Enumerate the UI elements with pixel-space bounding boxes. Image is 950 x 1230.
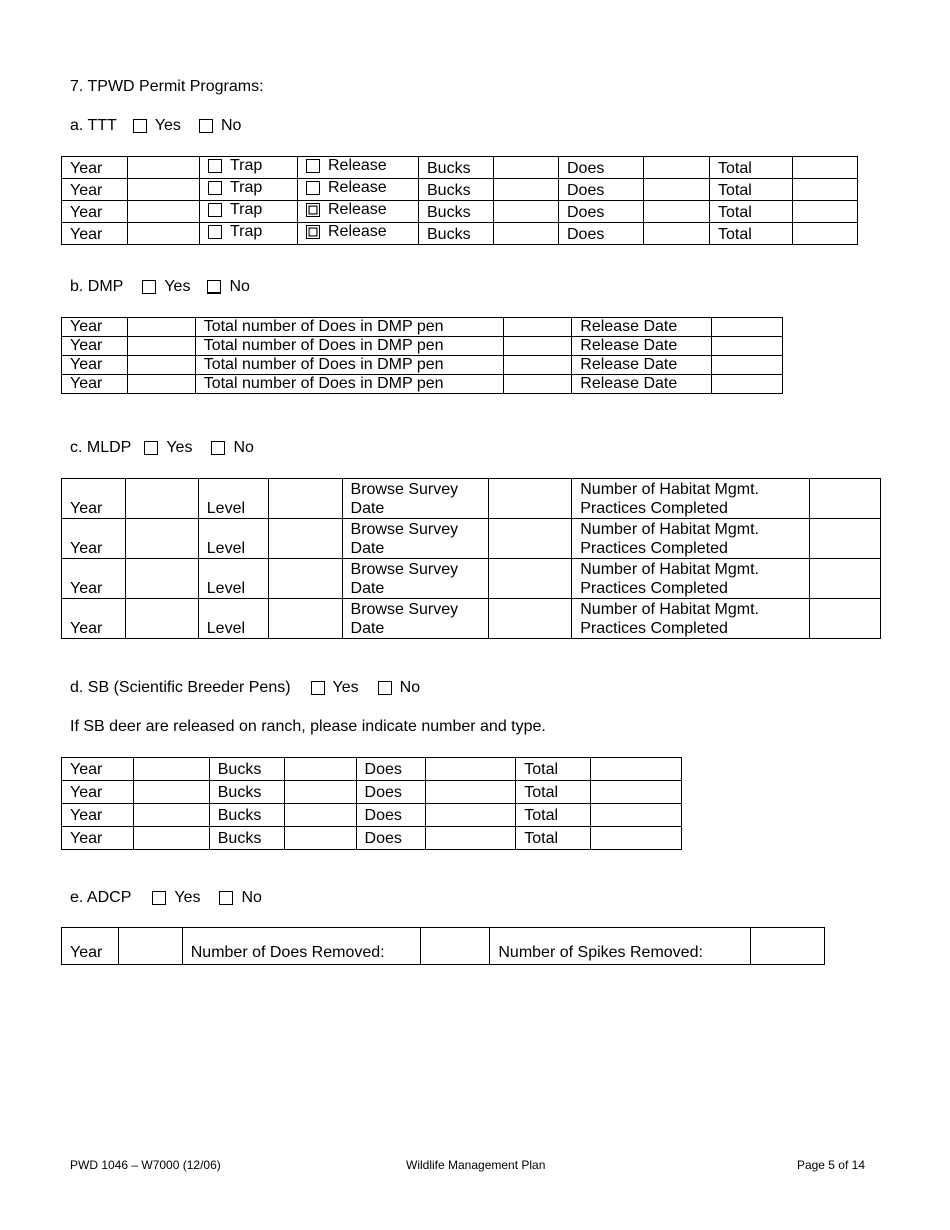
dmp-year-label: Year [62, 375, 128, 394]
sb-label: d. SB (Scientific Breeder Pens) [70, 679, 291, 696]
mldp-browse-label [342, 479, 489, 519]
mldp-habitat-line1: Number of Habitat Mgmt. [580, 481, 759, 498]
ttt-release-checkbox[interactable] [306, 203, 320, 217]
ttt-year-field[interactable] [128, 201, 200, 223]
ttt-bucks-label: Bucks [419, 157, 494, 179]
mldp-habitat-field[interactable] [810, 479, 881, 519]
sb-does-field[interactable] [426, 804, 516, 827]
mldp-yes-checkbox[interactable] [144, 441, 158, 455]
adcp-yes-label: Yes [174, 889, 201, 906]
mldp-habitat-line2: Practices Completed [580, 620, 728, 637]
ttt-total-field[interactable] [793, 179, 858, 201]
mldp-habitat-line1: Number of Habitat Mgmt. [580, 601, 759, 618]
mldp-year-label: Year [62, 479, 126, 519]
ttt-release-cell [298, 179, 419, 201]
ttt-year-field[interactable] [128, 179, 200, 201]
sb-bucks-label: Bucks [209, 758, 284, 781]
mldp-level-label: Level [198, 599, 268, 639]
adcp-row [62, 928, 825, 965]
ttt-trap-label: Trap [230, 157, 263, 174]
ttt-table [61, 156, 858, 245]
dmp-release-date-label: Release Date [572, 375, 712, 394]
sb-bucks-field[interactable] [284, 827, 356, 850]
ttt-trap-cell [200, 157, 298, 179]
sb-no-checkbox[interactable] [378, 681, 392, 695]
ttt-release-label: Release [328, 179, 387, 196]
ttt-total-field[interactable] [793, 201, 858, 223]
mldp-habitat-field[interactable] [810, 599, 881, 639]
ttt-does-field[interactable] [644, 157, 710, 179]
dmp-row [62, 318, 783, 337]
mldp-no-checkbox[interactable] [211, 441, 225, 455]
sb-year-field[interactable] [133, 827, 209, 850]
sb-total-field[interactable] [591, 781, 682, 804]
sb-yes-checkbox[interactable] [311, 681, 325, 695]
mldp-browse-line2: Date [350, 580, 385, 597]
ttt-total-field[interactable] [793, 223, 858, 245]
mldp-browse-line1: Browse Survey [350, 561, 459, 578]
mldp-habitat-label [572, 479, 810, 519]
mldp-browse-label [342, 519, 489, 559]
sb-year-field[interactable] [133, 804, 209, 827]
adcp-no-label: No [241, 889, 262, 906]
sb-total-label: Total [516, 781, 591, 804]
sb-year-field[interactable] [133, 758, 209, 781]
dmp-year-field[interactable] [127, 337, 195, 356]
mldp-level-label: Level [198, 519, 268, 559]
sb-does-label: Does [356, 758, 426, 781]
mldp-row [62, 479, 881, 519]
ttt-does-label: Does [559, 223, 644, 245]
adcp-no-option[interactable] [219, 889, 261, 907]
ttt-total-label: Total [710, 179, 793, 201]
dmp-does-field[interactable] [503, 337, 572, 356]
ttt-trap-checkbox[interactable] [208, 159, 222, 173]
dmp-release-date-field[interactable] [712, 318, 783, 337]
ttt-trap-cell [200, 223, 298, 245]
ttt-bucks-field[interactable] [494, 201, 559, 223]
footer-page-number: Page 5 of 14 [796, 1158, 865, 1172]
dmp-yes-label: Yes [164, 278, 191, 295]
dmp-release-date-field[interactable] [712, 356, 783, 375]
dmp-question [70, 278, 250, 296]
mldp-browse-line1: Browse Survey [350, 601, 459, 618]
dmp-does-label: Total number of Does in DMP pen [195, 318, 503, 337]
mldp-level-field[interactable] [268, 559, 342, 599]
mldp-habitat-label [572, 599, 810, 639]
adcp-does-removed-label: Number of Does Removed: [182, 928, 420, 965]
mldp-browse-field[interactable] [489, 599, 572, 639]
mldp-level-field[interactable] [268, 599, 342, 639]
dmp-no-option[interactable] [207, 278, 249, 296]
adcp-yes-checkbox[interactable] [152, 891, 166, 905]
ttt-release-label: Release [328, 157, 387, 174]
ttt-year-label: Year [62, 201, 128, 223]
ttt-release-cell [298, 201, 419, 223]
mldp-level-field[interactable] [268, 479, 342, 519]
sb-year-label: Year [62, 758, 134, 781]
dmp-no-label: No [229, 278, 250, 295]
dmp-does-field[interactable] [503, 375, 572, 394]
dmp-release-date-label: Release Date [572, 337, 712, 356]
ttt-trap-cell [200, 201, 298, 223]
mldp-habitat-line1: Number of Habitat Mgmt. [580, 521, 759, 538]
mldp-year-label: Year [62, 559, 126, 599]
ttt-release-checkbox[interactable] [306, 159, 320, 173]
sb-total-label: Total [516, 804, 591, 827]
mldp-habitat-label [572, 519, 810, 559]
dmp-year-field[interactable] [127, 356, 195, 375]
ttt-total-label: Total [710, 201, 793, 223]
dmp-does-label: Total number of Does in DMP pen [195, 375, 503, 394]
mldp-browse-label [342, 599, 489, 639]
mldp-habitat-line2: Practices Completed [580, 580, 728, 597]
dmp-table [61, 317, 783, 394]
sb-row [62, 827, 682, 850]
mldp-habitat-line1: Number of Habitat Mgmt. [580, 561, 759, 578]
ttt-no-checkbox[interactable] [199, 119, 213, 133]
sb-does-field[interactable] [426, 781, 516, 804]
ttt-year-label: Year [62, 157, 128, 179]
dmp-year-field[interactable] [127, 375, 195, 394]
ttt-row [62, 179, 858, 201]
dmp-year-label: Year [62, 356, 128, 375]
mldp-yes-label: Yes [166, 439, 193, 456]
ttt-trap-checkbox[interactable] [208, 203, 222, 217]
mldp-year-label: Year [62, 599, 126, 639]
adcp-year-label: Year [62, 928, 119, 965]
ttt-release-label: Release [328, 223, 387, 240]
dmp-release-date-field[interactable] [712, 337, 783, 356]
dmp-does-label: Total number of Does in DMP pen [195, 356, 503, 375]
adcp-year-field[interactable] [118, 928, 182, 965]
sb-year-label: Year [62, 827, 134, 850]
ttt-year-label: Year [62, 223, 128, 245]
adcp-yes-option[interactable] [152, 889, 200, 907]
ttt-yes-option[interactable] [133, 117, 181, 135]
ttt-trap-checkbox[interactable] [208, 181, 222, 195]
ttt-total-label: Total [710, 223, 793, 245]
mldp-browse-field[interactable] [489, 519, 572, 559]
sb-does-field[interactable] [426, 758, 516, 781]
mldp-no-option[interactable] [211, 439, 253, 457]
mldp-browse-line1: Browse Survey [350, 521, 459, 538]
mldp-habitat-label [572, 559, 810, 599]
mldp-browse-label [342, 559, 489, 599]
adcp-label: e. ADCP [70, 889, 132, 906]
sb-bucks-label: Bucks [209, 804, 284, 827]
ttt-bucks-label: Bucks [419, 223, 494, 245]
sb-does-field[interactable] [426, 827, 516, 850]
mldp-year-label: Year [62, 519, 126, 559]
ttt-trap-label: Trap [230, 223, 263, 240]
adcp-spikes-removed-label: Number of Spikes Removed: [490, 928, 751, 965]
ttt-trap-label: Trap [230, 201, 263, 218]
dmp-yes-option[interactable] [142, 278, 190, 296]
ttt-trap-checkbox[interactable] [208, 225, 222, 239]
mldp-label: c. MLDP [70, 439, 132, 456]
adcp-no-checkbox[interactable] [219, 891, 233, 905]
mldp-row [62, 519, 881, 559]
mldp-browse-line2: Date [350, 620, 385, 637]
dmp-release-date-label: Release Date [572, 318, 712, 337]
ttt-does-label: Does [559, 201, 644, 223]
ttt-row [62, 223, 858, 245]
dmp-year-label: Year [62, 337, 128, 356]
mldp-level-field[interactable] [268, 519, 342, 559]
mldp-browse-line2: Date [350, 500, 385, 517]
sb-year-label: Year [62, 804, 134, 827]
mldp-row [62, 559, 881, 599]
sb-year-label: Year [62, 781, 134, 804]
sb-total-field[interactable] [591, 827, 682, 850]
dmp-does-label: Total number of Does in DMP pen [195, 337, 503, 356]
sb-note: If SB deer are released on ranch, please indicate number and type. [70, 718, 546, 735]
sb-total-label: Total [516, 827, 591, 850]
dmp-year-label: Year [62, 318, 128, 337]
section-title: 7. TPWD Permit Programs: [70, 78, 264, 95]
footer-form-id: PWD 1046 – W7000 (12/06) [70, 1158, 221, 1172]
ttt-does-label: Does [559, 179, 644, 201]
sb-does-label: Does [356, 804, 426, 827]
ttt-does-field[interactable] [644, 223, 710, 245]
dmp-does-field[interactable] [503, 356, 572, 375]
ttt-row [62, 201, 858, 223]
mldp-row [62, 599, 881, 639]
sb-row [62, 781, 682, 804]
ttt-does-field[interactable] [644, 179, 710, 201]
sb-bucks-field[interactable] [284, 781, 356, 804]
ttt-bucks-label: Bucks [419, 179, 494, 201]
ttt-trap-label: Trap [230, 179, 263, 196]
ttt-release-label: Release [328, 201, 387, 218]
sb-does-label: Does [356, 827, 426, 850]
dmp-release-date-field[interactable] [712, 375, 783, 394]
ttt-total-field[interactable] [793, 157, 858, 179]
mldp-habitat-line2: Practices Completed [580, 540, 728, 557]
mldp-table [61, 478, 881, 639]
sb-bucks-label: Bucks [209, 781, 284, 804]
ttt-yes-label: Yes [154, 117, 181, 134]
mldp-browse-field[interactable] [489, 559, 572, 599]
dmp-no-checkbox[interactable] [207, 280, 221, 294]
ttt-bucks-field[interactable] [494, 223, 559, 245]
adcp-does-removed-field[interactable] [420, 928, 490, 965]
ttt-no-label: No [220, 117, 242, 134]
mldp-year-field[interactable] [125, 559, 198, 599]
mldp-year-field[interactable] [125, 599, 198, 639]
ttt-no-option[interactable] [199, 117, 241, 135]
ttt-release-cell [298, 223, 419, 245]
dmp-year-field[interactable] [127, 318, 195, 337]
sb-question [70, 679, 420, 697]
dmp-yes-checkbox[interactable] [142, 280, 156, 294]
ttt-bucks-label: Bucks [419, 201, 494, 223]
adcp-spikes-removed-field[interactable] [751, 928, 825, 965]
ttt-year-field[interactable] [128, 157, 200, 179]
sb-total-field[interactable] [591, 804, 682, 827]
mldp-level-label: Level [198, 479, 268, 519]
ttt-does-field[interactable] [644, 201, 710, 223]
ttt-release-checkbox[interactable] [306, 181, 320, 195]
mldp-yes-option[interactable] [144, 439, 192, 457]
footer-doc-title: Wildlife Management Plan [406, 1158, 546, 1172]
dmp-does-field[interactable] [503, 318, 572, 337]
ttt-release-cell [298, 157, 419, 179]
mldp-year-field[interactable] [125, 519, 198, 559]
mldp-question [70, 439, 254, 457]
mldp-year-field[interactable] [125, 479, 198, 519]
sb-total-label: Total [516, 758, 591, 781]
dmp-row [62, 375, 783, 394]
mldp-browse-field[interactable] [489, 479, 572, 519]
ttt-trap-cell [200, 179, 298, 201]
mldp-habitat-field[interactable] [810, 519, 881, 559]
sb-does-label: Does [356, 781, 426, 804]
sb-bucks-field[interactable] [284, 758, 356, 781]
mldp-browse-line2: Date [350, 540, 385, 557]
mldp-browse-line1: Browse Survey [350, 481, 459, 498]
sb-row [62, 758, 682, 781]
ttt-yes-checkbox[interactable] [133, 119, 147, 133]
sb-no-label: No [399, 679, 421, 696]
ttt-label: a. TTT [70, 117, 117, 134]
sb-total-field[interactable] [591, 758, 682, 781]
dmp-row [62, 356, 783, 375]
ttt-total-label: Total [710, 157, 793, 179]
ttt-does-label: Does [559, 157, 644, 179]
ttt-bucks-field[interactable] [494, 179, 559, 201]
sb-bucks-label: Bucks [209, 827, 284, 850]
sb-no-option[interactable] [378, 679, 420, 697]
sb-table [61, 757, 682, 850]
sb-row [62, 804, 682, 827]
ttt-year-field[interactable] [128, 223, 200, 245]
dmp-row [62, 337, 783, 356]
mldp-habitat-field[interactable] [810, 559, 881, 599]
dmp-label: b. DMP [70, 278, 124, 295]
ttt-row [62, 157, 858, 179]
adcp-question [70, 889, 262, 907]
sb-bucks-field[interactable] [284, 804, 356, 827]
ttt-bucks-field[interactable] [494, 157, 559, 179]
mldp-habitat-line2: Practices Completed [580, 500, 728, 517]
mldp-no-label: No [233, 439, 254, 456]
dmp-release-date-label: Release Date [572, 356, 712, 375]
ttt-release-checkbox[interactable] [306, 225, 320, 239]
ttt-question [70, 117, 241, 135]
sb-yes-label: Yes [332, 679, 359, 696]
sb-yes-option[interactable] [311, 679, 359, 697]
ttt-year-label: Year [62, 179, 128, 201]
adcp-table [61, 927, 825, 965]
sb-year-field[interactable] [133, 781, 209, 804]
mldp-level-label: Level [198, 559, 268, 599]
